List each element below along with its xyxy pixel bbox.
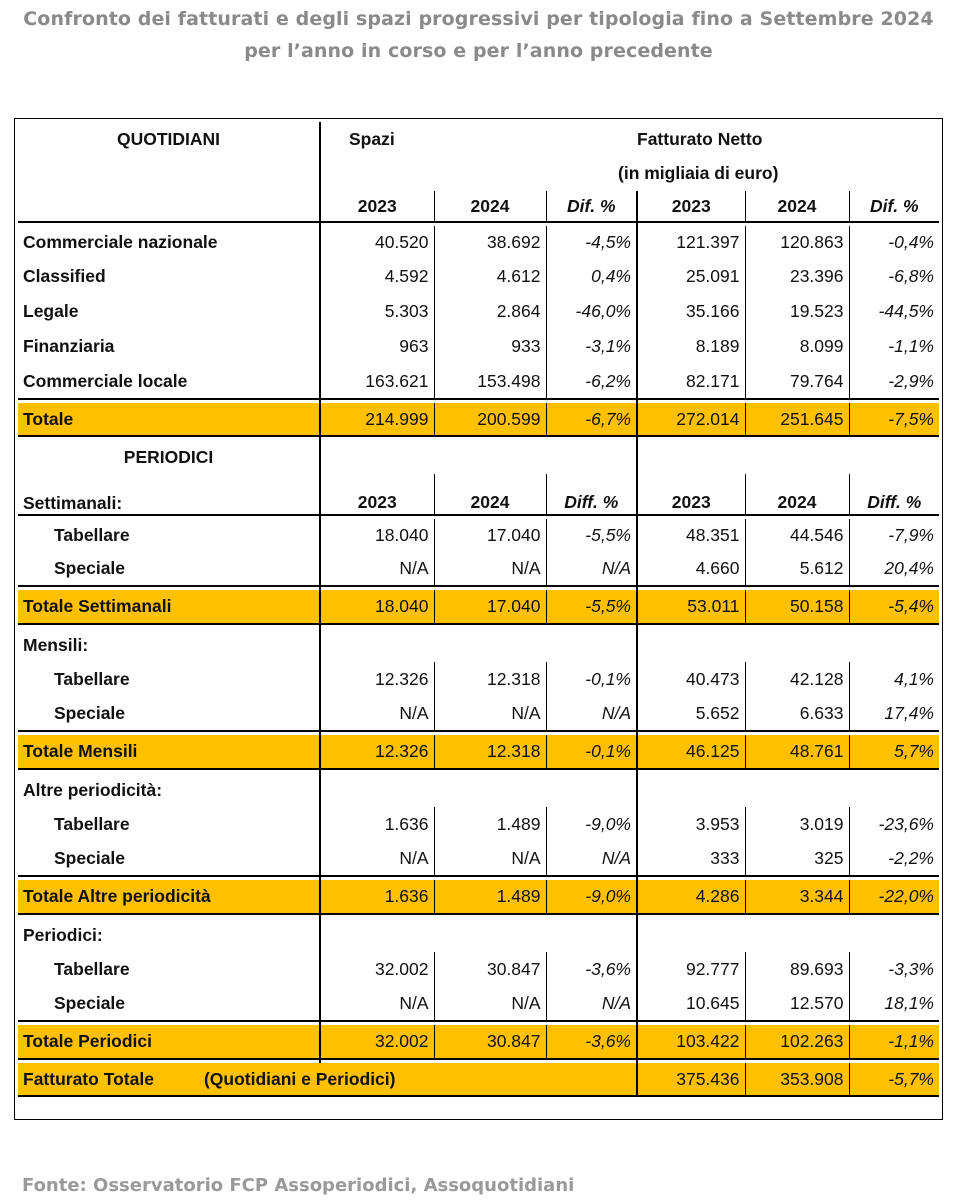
spazi-2024: 12.318: [434, 735, 546, 769]
spazi-2023: 4.592: [320, 259, 434, 294]
spazi-diff: -9,0%: [546, 807, 637, 842]
data-row: [18, 329, 939, 364]
fatturato-2023: 25.091: [637, 259, 745, 294]
spazi-2023: N/A: [320, 842, 434, 876]
spazi-diff: -9,0%: [546, 880, 637, 914]
row-label: Tabellare: [54, 814, 130, 834]
spazi-2024: N/A: [434, 842, 546, 876]
year-header: 2023: [320, 191, 434, 222]
spazi-2024: 1.489: [434, 807, 546, 842]
section-title-periodici: PERIODICI: [123, 446, 214, 467]
spazi-diff: -0,1%: [546, 735, 637, 769]
fatturato-diff: 17,4%: [849, 697, 939, 731]
row-label: Tabellare: [54, 959, 130, 979]
row-label: Totale Periodici: [18, 1025, 320, 1059]
fatturato-diff: 5,7%: [849, 735, 939, 769]
spazi-diff: N/A: [546, 552, 637, 586]
row-label: Tabellare: [54, 525, 130, 545]
spazi-2024: 153.498: [434, 364, 546, 399]
fatturato-2023: 5.652: [637, 697, 745, 731]
grand-total-label: [18, 1063, 637, 1096]
spazi-2023: 18.040: [320, 519, 434, 552]
spazi-header: Spazi: [320, 122, 434, 156]
source-footer: Fonte: Osservatorio FCP Assoperiodici, Assoquotidiani: [22, 1175, 575, 1196]
page-title: Confronto dei fatturati e degli spazi progressivi per tipologia fino a Settembre 2024: [23, 8, 934, 30]
grand-total-row: [18, 1063, 939, 1096]
spazi-2024: 30.847: [434, 952, 546, 987]
settimanali-label: Settimanali:: [23, 493, 123, 513]
fatturato-2023: 333: [637, 842, 745, 876]
spazi-diff: -0,1%: [546, 662, 637, 697]
fatturato-diff: 4,1%: [849, 662, 939, 697]
section-title-quotidiani: QUOTIDIANI: [116, 128, 221, 149]
fatturato-2024: 89.693: [745, 952, 849, 987]
data-row: [18, 294, 939, 329]
fatturato-2024: 48.761: [745, 735, 849, 769]
data-row: [18, 662, 939, 697]
fatturato-diff: -7,5%: [849, 403, 939, 436]
spazi-2023: N/A: [320, 697, 434, 731]
data-row: [18, 226, 939, 259]
fatturato-2023: 48.351: [637, 519, 745, 552]
fatturato-diff: -5,7%: [849, 1063, 939, 1096]
spazi-diff: -6,7%: [546, 403, 637, 436]
year-header: 2023: [320, 474, 434, 515]
fatturato-2023: 4.660: [637, 552, 745, 586]
fatturato-2024: 12.570: [745, 987, 849, 1021]
row-label: Tabellare: [54, 669, 130, 689]
year-header: 2023: [637, 191, 745, 222]
fatturato-2023: 46.125: [637, 735, 745, 769]
spazi-2023: 32.002: [320, 1025, 434, 1059]
spazi-2024: 17.040: [434, 590, 546, 624]
fatturato-2023: 103.422: [637, 1025, 745, 1059]
data-row: [18, 552, 939, 586]
fatturato-header: Fatturato Netto: [637, 128, 763, 149]
fatturato-diff: -3,3%: [849, 952, 939, 987]
spazi-2024: 17.040: [434, 519, 546, 552]
spazi-2023: 1.636: [320, 807, 434, 842]
revenue-table: [18, 122, 939, 1100]
row-label: Finanziaria: [23, 336, 115, 356]
diff-header: Diff. %: [546, 474, 637, 515]
fatturato-2024: 102.263: [745, 1025, 849, 1059]
fatturato-diff: -23,6%: [849, 807, 939, 842]
data-row: [18, 842, 939, 876]
spazi-diff: -3,6%: [546, 952, 637, 987]
spazi-2023: 32.002: [320, 952, 434, 987]
year-header: 2023: [637, 474, 745, 515]
row-label: Speciale: [54, 703, 126, 723]
row-label: Speciale: [54, 848, 126, 868]
spazi-2024: 4.612: [434, 259, 546, 294]
spazi-2023: 214.999: [320, 403, 434, 436]
fatturato-2023: 375.436: [637, 1063, 745, 1096]
fatturato-2023: 35.166: [637, 294, 745, 329]
spazi-2023: N/A: [320, 987, 434, 1021]
fatturato-2024: 251.645: [745, 403, 849, 436]
spazi-2024: 933: [434, 329, 546, 364]
fatturato-2023: 4.286: [637, 880, 745, 914]
diff-header: Dif. %: [849, 191, 939, 222]
spazi-2023: 5.303: [320, 294, 434, 329]
fatturato-diff: -22,0%: [849, 880, 939, 914]
fatturato-diff: -2,9%: [849, 364, 939, 399]
fatturato-diff: -5,4%: [849, 590, 939, 624]
fatturato-2023: 92.777: [637, 952, 745, 987]
row-label: Speciale: [54, 993, 126, 1013]
fatturato-2023: 82.171: [637, 364, 745, 399]
spazi-diff: N/A: [546, 697, 637, 731]
fatturato-2023: 3.953: [637, 807, 745, 842]
row-label: Commerciale locale: [23, 370, 188, 391]
spazi-2023: 1.636: [320, 880, 434, 914]
row-label: Totale: [18, 403, 320, 436]
spazi-2024: N/A: [434, 987, 546, 1021]
fatturato-diff: -44,5%: [849, 294, 939, 329]
spazi-2024: N/A: [434, 552, 546, 586]
fatturato-2024: 5.612: [745, 552, 849, 586]
year-header: 2024: [434, 191, 546, 222]
fatturato-2023: 272.014: [637, 403, 745, 436]
spazi-2024: 1.489: [434, 880, 546, 914]
data-row: [18, 519, 939, 552]
fatturato-diff: 18,1%: [849, 987, 939, 1021]
spazi-2024: N/A: [434, 697, 546, 731]
section-label: Periodici:: [23, 924, 103, 945]
grand-total-note: (Quotidiani e Periodici): [203, 1068, 396, 1089]
fatturato-2023: 53.011: [637, 590, 745, 624]
spazi-2023: 12.326: [320, 735, 434, 769]
data-row: [18, 807, 939, 842]
spazi-diff: -46,0%: [546, 294, 637, 329]
diff-header: Dif. %: [546, 191, 637, 222]
spazi-diff: N/A: [546, 987, 637, 1021]
year-header: 2024: [745, 191, 849, 222]
year-header: 2024: [745, 474, 849, 515]
page-subtitle: per l’anno in corso e per l’anno precedente: [244, 40, 713, 62]
spazi-diff: 0,4%: [546, 259, 637, 294]
fatturato-2023: 121.397: [637, 226, 745, 259]
periodici-title-row: [18, 440, 939, 474]
total-row: [18, 590, 939, 624]
spazi-diff: -5,5%: [546, 519, 637, 552]
fatturato-2024: 42.128: [745, 662, 849, 697]
spazi-2024: 30.847: [434, 1025, 546, 1059]
fatturato-2024: 3.019: [745, 807, 849, 842]
diff-header: Diff. %: [849, 474, 939, 515]
fatturato-2024: 353.908: [745, 1063, 849, 1096]
total-row: [18, 735, 939, 769]
grand-total-title: Fatturato Totale: [23, 1068, 154, 1089]
section-label: Mensili:: [23, 634, 89, 655]
data-table-frame: [14, 118, 943, 1120]
spazi-diff: -3,6%: [546, 1025, 637, 1059]
total-row: [18, 1025, 939, 1059]
unit-header: (in migliaia di euro): [618, 163, 779, 183]
row-separator: [18, 1096, 939, 1100]
row-label: Totale Settimanali: [18, 590, 320, 624]
year-header: 2024: [434, 474, 546, 515]
row-label: Commerciale nazionale: [23, 232, 218, 252]
fatturato-2024: 44.546: [745, 519, 849, 552]
section-label: Altre periodicità:: [23, 779, 163, 800]
fatturato-2024: 50.158: [745, 590, 849, 624]
row-label: Totale Mensili: [18, 735, 320, 769]
section-row: [18, 773, 939, 807]
total-row: [18, 880, 939, 914]
fatturato-2023: 10.645: [637, 987, 745, 1021]
row-label: Classified: [23, 266, 106, 286]
spazi-2024: 12.318: [434, 662, 546, 697]
spazi-2024: 200.599: [434, 403, 546, 436]
fatturato-2024: 19.523: [745, 294, 849, 329]
fatturato-diff: -7,9%: [849, 519, 939, 552]
fatturato-2024: 6.633: [745, 697, 849, 731]
fatturato-2024: 8.099: [745, 329, 849, 364]
fatturato-2024: 325: [745, 842, 849, 876]
data-row: [18, 364, 939, 399]
spazi-2023: 40.520: [320, 226, 434, 259]
fatturato-2024: 3.344: [745, 880, 849, 914]
data-row: [18, 259, 939, 294]
periodici-header-row: [18, 474, 939, 515]
section-row: [18, 918, 939, 952]
fatturato-diff: -0,4%: [849, 226, 939, 259]
fatturato-diff: -2,2%: [849, 842, 939, 876]
spazi-diff: -5,5%: [546, 590, 637, 624]
spazi-2023: 163.621: [320, 364, 434, 399]
spazi-diff: N/A: [546, 842, 637, 876]
fatturato-2023: 40.473: [637, 662, 745, 697]
spazi-diff: -6,2%: [546, 364, 637, 399]
row-label: Speciale: [54, 558, 126, 578]
row-label: Totale Altre periodicità: [18, 880, 320, 914]
total-row: [18, 403, 939, 436]
section-row: [18, 628, 939, 662]
spazi-2024: 38.692: [434, 226, 546, 259]
data-row: [18, 952, 939, 987]
spazi-2024: 2.864: [434, 294, 546, 329]
fatturato-2024: 23.396: [745, 259, 849, 294]
fatturato-diff: -6,8%: [849, 259, 939, 294]
fatturato-diff: -1,1%: [849, 1025, 939, 1059]
spazi-2023: 963: [320, 329, 434, 364]
row-label: Legale: [23, 301, 79, 321]
data-row: [18, 987, 939, 1021]
fatturato-diff: -1,1%: [849, 329, 939, 364]
data-row: [18, 697, 939, 731]
fatturato-2024: 120.863: [745, 226, 849, 259]
fatturato-diff: 20,4%: [849, 552, 939, 586]
spazi-2023: N/A: [320, 552, 434, 586]
spazi-2023: 18.040: [320, 590, 434, 624]
spazi-diff: -3,1%: [546, 329, 637, 364]
spazi-diff: -4,5%: [546, 226, 637, 259]
fatturato-2024: 79.764: [745, 364, 849, 399]
fatturato-2023: 8.189: [637, 329, 745, 364]
spazi-2023: 12.326: [320, 662, 434, 697]
